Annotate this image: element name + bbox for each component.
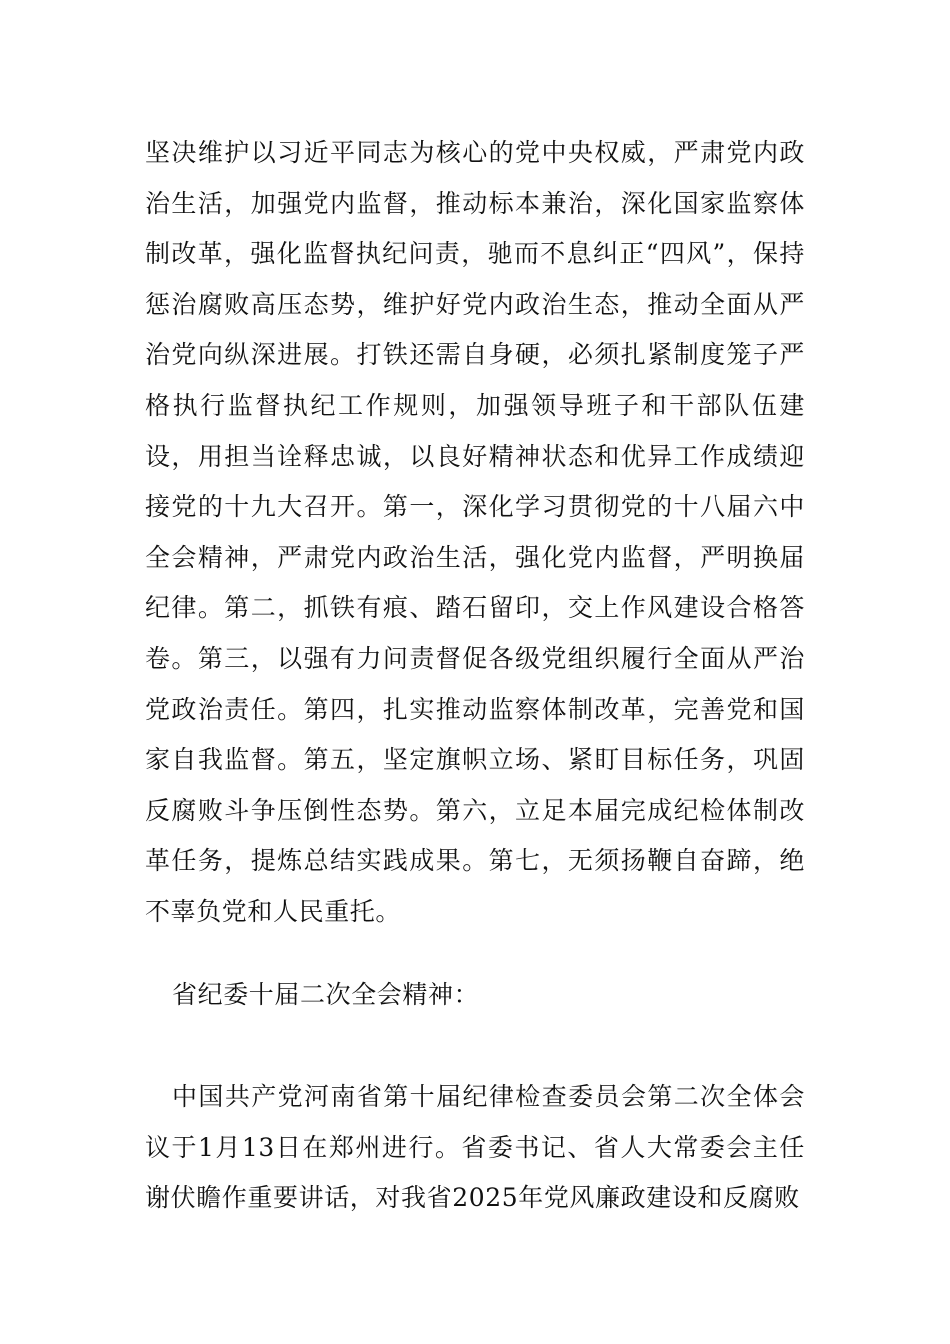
body-paragraph: 坚决维护以习近平同志为核心的党中央权威，严肃党内政治生活，加强党内监督，推动标本兼治，深化国家监察体制改革，强化监督执纪问责，驰而不息纠正“四风”，保持惩治腐败高压态势，维护好党内政治生态，推动全面从严治党向纵深进展。打铁还需自身硬，必须扎紧制度笼子严格执行监督执纪工作规则，加强领导班子和干部队伍建设，用担当诠释忠诚，以良好精神状态和优异工作成绩迎接党的十九大召开。第一，深化学习贯彻党的十八届六中全会精神，严肃党内政治生活，强化党内监督，严明换届纪律。第二，抓铁有痕、踏石留印，交上作风建设合格答卷。第三，以强有力问责督促各级党组织履行全面从严治党政治责任。第四，扎实推动监察体制改革，完善党和国家自我监督。第五，坚定旗帜立场、紧盯目标任务，巩固反腐败斗争压倒性态势。第六，立足本届完成纪检体制改革任务，提炼总结实践成果。第七，无须扬鞭自奋蹄，绝不辜负党和人民重托。	[145, 138, 805, 926]
section-heading: 省纪委十届二次全会精神：	[172, 980, 480, 1009]
body-paragraph: 中国共产党河南省第十届纪律检查委员会第二次全体会议于1月13日在郑州进行。省委书记、省人大常委会主任谢伏瞻作重要讲话，对我省2025年党风廉政建设和反腐败	[145, 1082, 805, 1213]
